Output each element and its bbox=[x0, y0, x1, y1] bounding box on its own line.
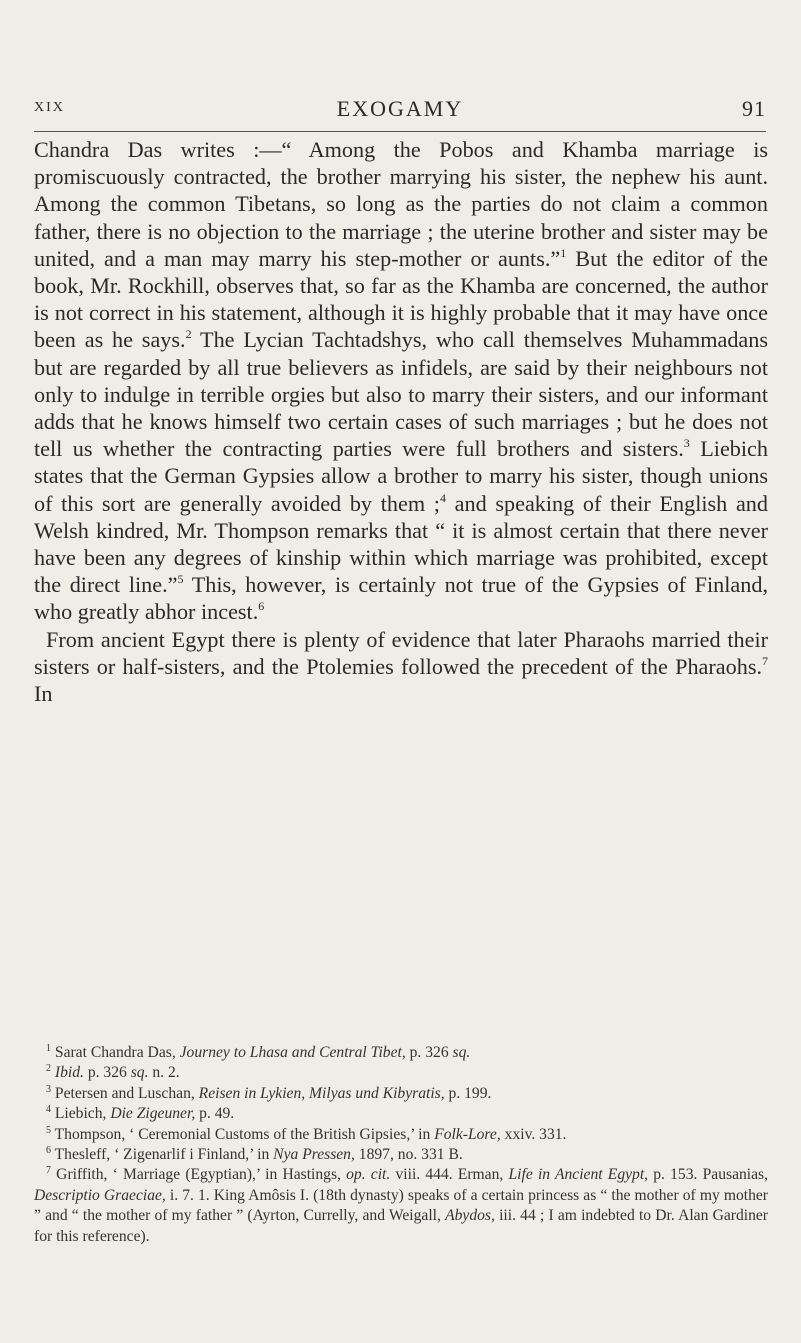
italic-title: Folk-Lore, bbox=[434, 1125, 501, 1143]
text-run: 1897, no. 331 B. bbox=[354, 1146, 463, 1164]
italic-title: Abydos, bbox=[445, 1207, 495, 1225]
italic-title: sq. bbox=[130, 1064, 149, 1082]
running-header bbox=[34, 92, 766, 128]
footnote-mark: 2 bbox=[46, 1063, 51, 1075]
chapter-number: XIX bbox=[34, 100, 65, 115]
text-run: In bbox=[34, 681, 53, 707]
page-number: 91 bbox=[742, 96, 766, 121]
text-run: viii. 444. Erman, bbox=[390, 1166, 509, 1184]
italic-title: Ibid. bbox=[54, 1064, 84, 1082]
italic-title: Life in Ancient Egypt, bbox=[508, 1166, 649, 1184]
text-run: and speaking of their English and Welsh kindred, Mr. Thompson remarks that “ it is almost certain that there never have been any degrees of kinship within which marriage was prohibited, except the direct line.” bbox=[34, 490, 768, 598]
footnote-ref: 6 bbox=[258, 599, 265, 614]
text-run: p. 326 bbox=[83, 1064, 131, 1082]
italic-title: Journey to Lhasa and Central Tibet, bbox=[179, 1044, 406, 1061]
footnote-ref: 4 bbox=[439, 490, 446, 505]
footnotes bbox=[34, 1043, 768, 1247]
paragraph bbox=[34, 626, 768, 708]
header-rule bbox=[34, 131, 766, 132]
footnote-ref: 2 bbox=[185, 327, 192, 342]
text-run: i. 7. 1. King Amôsis I. (18th dynasty) speaks of a certain princess as “ the mother of my mother ” and “ the mother of my father ” (Ayrton, Currelly, and Weigall, bbox=[34, 1186, 768, 1225]
footnote-ref: 5 bbox=[177, 572, 184, 587]
main-text bbox=[34, 136, 768, 707]
text-run: p. 153. Pausanias, bbox=[648, 1166, 769, 1184]
footnote-mark: 3 bbox=[46, 1083, 51, 1095]
italic-title: Die Zigeuner, bbox=[110, 1105, 196, 1123]
footnote-1 bbox=[34, 1043, 768, 1063]
running-title: EXOGAMY bbox=[336, 96, 464, 121]
footnote-ref: 1 bbox=[560, 245, 567, 260]
text-run: iii. 44 ; I am indebted to Dr. Alan Gardiner for this reference). bbox=[34, 1207, 768, 1245]
text-run: n. 2. bbox=[148, 1064, 180, 1082]
text-run: Chandra Das writes :—“ Among the Pobos and Khamba marriage is promiscuously contracted, the brother marrying his sister, the nephew his aunt. Among the common Tibetans, so long as the parties do not claim a common father, there is no objection to the marriage ; the uterine brother and sister may be united, and a man may marry his step-mother or aunts.” bbox=[34, 137, 768, 271]
footnote-6 bbox=[34, 1145, 768, 1165]
italic-title: sq. bbox=[452, 1044, 471, 1061]
text-run: This, however, is certainly not true of the Gypsies of Finland, who greatly abhor incest. bbox=[34, 572, 768, 625]
footnote-mark: 6 bbox=[46, 1145, 51, 1157]
footnote-2 bbox=[34, 1063, 768, 1083]
italic-title: op. cit. bbox=[346, 1166, 391, 1184]
footnote-ref: 3 bbox=[683, 436, 690, 451]
footnote-mark: 5 bbox=[46, 1124, 51, 1136]
text-run: Liebich, bbox=[51, 1105, 111, 1123]
footnote-ref: 7 bbox=[762, 653, 768, 668]
italic-title: Nya Pressen, bbox=[273, 1146, 355, 1164]
footnote-mark: 1 bbox=[46, 1043, 51, 1054]
footnote-3 bbox=[34, 1084, 768, 1104]
footnote-mark: 7 bbox=[46, 1165, 51, 1177]
italic-title: Reisen in Lykien, Milyas und Kibyratis, bbox=[198, 1084, 445, 1102]
text-run: Thesleff, ‘ Zigenarlif i Finland,’ in bbox=[51, 1146, 274, 1164]
text-run: The Lycian Tachtadshys, who call themselves Muhammadans but are regarded by all true believers as infidels, are said by their neighbours not only to indulge in terrible orgies but also to marry their sisters, and our informant adds that he knows himself two certain cases of such marriages ; but he does not tell us whether the contracting parties were full brothers and sisters. bbox=[34, 327, 768, 462]
text-run: p. 49. bbox=[195, 1105, 235, 1123]
text-run: Liebich states that the German Gypsies allow a brother to marry his sister, though unions of this sort are generally avoided by them ; bbox=[34, 436, 768, 516]
text-run: p. 326 bbox=[405, 1044, 453, 1061]
footnote-4 bbox=[34, 1104, 768, 1124]
footnote-mark: 4 bbox=[46, 1104, 51, 1116]
text-run: Thompson, ‘ Ceremonial Customs of the British Gipsies,’ in bbox=[51, 1125, 435, 1143]
text-run: From ancient Egypt there is plenty of evidence that later Pharaohs married their sisters or half-sisters, and the Ptolemies followed the precedent of the Pharaohs. bbox=[34, 626, 768, 679]
text-run: But the editor of the book, Mr. Rockhill, observes that, so far as the Khamba are concerned, the author is not correct in his statement, although it is highly probable that it may have once been as he says. bbox=[34, 245, 768, 353]
paragraph bbox=[34, 136, 768, 626]
text-run: p. 199. bbox=[444, 1084, 492, 1102]
text-run: xxiv. 331. bbox=[500, 1125, 567, 1143]
footnote-5 bbox=[34, 1125, 768, 1145]
italic-title: Descriptio Graeciae, bbox=[34, 1186, 166, 1204]
text-run: Griffith, ‘ Marriage (Egyptian),’ in Hastings, bbox=[51, 1166, 347, 1184]
footnote-7 bbox=[34, 1165, 768, 1247]
text-run: Petersen and Luschan, bbox=[51, 1084, 199, 1102]
text-run: Sarat Chandra Das, bbox=[51, 1044, 180, 1061]
